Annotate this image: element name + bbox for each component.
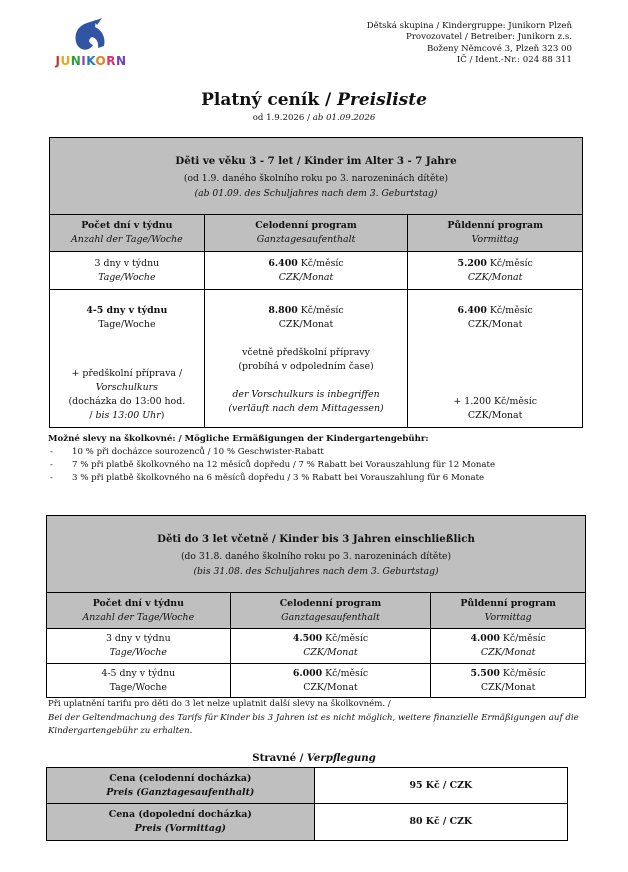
preschool-label: + předškolní příprava / <box>71 368 183 379</box>
unicorn-head-icon <box>46 18 136 56</box>
table-row: 3 dny v týdnu Tage/Woche 4.500 Kč/měsíc CZK/Monat 4.000 Kč/měsíc CZK/Monat <box>47 629 586 664</box>
table-row: Cena (celodenní docházka) Preis (Ganztagesaufenthalt) 95 Kč / CZK <box>47 768 568 804</box>
org-operator: Provozovatel / Betreiber: Junikorn z.s. <box>406 32 572 43</box>
logo-wordmark: JUNIKORN <box>55 54 127 68</box>
column-header-days: Počet dní v týdnu Anzahl der Tage/Woche <box>50 215 205 252</box>
list-item: - 7 % při platbě školkovného na 12 měsíců dopředu / 7 % Rabatt bei Vorauszahlung für 12 Monate <box>50 460 496 470</box>
column-header-full-day: Celodenní program Ganztagesaufenthalt <box>204 215 408 252</box>
table-row: Cena (dopolední docházka) Preis (Vormittag) 80 Kč / CZK <box>47 804 568 841</box>
table-row: 4-5 dny v týdnu Tage/Woche + předškolní příprava / Vorschulkurs (docházka do 13:00 hod. / bis 13:00 Uhr) 8.800 Kč/měsíc CZK/Monat včetně předškolní přípravy (probíhá v odpoledním čase) der Vorschulkurs is inbegriffen (verläuft nach dem Mittagessen) 6.400 Kč/měsíc CZK/Monat + 1.200 Kč/měsíc CZK/Monat <box>50 290 583 428</box>
org-id: IČ / Ident.-Nr.: 024 88 311 <box>456 54 572 65</box>
under-3-note: Při uplatnění tarifu pro děti do 3 let nelze uplatnit další slevy na školkovném. / Bei der Geltendmachung des Tarifs für Kinder bis 3 Jahren ist es nicht möglich, weitere finanzielle Ermäßigungen auf die Kindergartengebühr zu erhalten. <box>48 699 579 736</box>
preschool-surcharge: + 1.200 Kč/měsíc <box>453 396 537 407</box>
price-table-under-3-years <box>46 515 586 698</box>
logo <box>46 18 136 73</box>
column-header-half-day: Půldenní program Vormittag <box>431 593 586 629</box>
meal-price: 80 Kč / CZK <box>314 804 567 841</box>
table-subheading-de: (bis 31.08. des Schuljahres nach dem 3. Geburtstag) <box>193 565 439 577</box>
table-subheading-cs: (od 1.9. daného školního roku po 3. narozeninách dítěte) <box>183 172 449 184</box>
table-heading: Děti do 3 let včetně / Kinder bis 3 Jahren einschließlich <box>157 532 475 545</box>
discounts-heading: Možné slevy na školkovné: / Mögliche Ermäßigungen der Kindergartengebühr: <box>48 434 429 444</box>
discounts-section <box>48 433 495 485</box>
table-subheading-de: (ab 01.09. des Schuljahres nach dem 3. Geburtstag) <box>194 187 438 199</box>
meal-price: 95 Kč / CZK <box>314 768 567 804</box>
table-row: 3 dny v týdnu Tage/Woche 6.400 Kč/měsíc CZK/Monat 5.200 Kč/měsíc CZK/Monat <box>50 252 583 290</box>
organization-info <box>367 21 572 66</box>
table-subheading-cs: (do 31.8. daného školního roku po 3. narozeninách dítěte) <box>180 550 452 562</box>
column-header-row <box>50 215 583 252</box>
meals-table <box>46 767 568 841</box>
page-title: Platný ceník / Preisliste <box>201 90 427 110</box>
org-address: Boženy Němcové 3, Plzeň 323 00 <box>426 43 572 54</box>
discounts-list <box>48 446 495 485</box>
table-heading: Děti ve věku 3 - 7 let / Kinder im Alter 3 - 7 Jahre <box>175 154 457 167</box>
column-header-full-day: Celodenní program Ganztagesaufenthalt <box>230 593 431 629</box>
price-table-3-7-years <box>49 137 583 428</box>
table-heading-row <box>50 138 583 215</box>
column-header-half-day: Půldenní program Vormittag <box>408 215 583 252</box>
table-row: 4-5 dny v týdnu Tage/Woche 6.000 Kč/měsíc CZK/Monat 5.500 Kč/měsíc CZK/Monat <box>47 664 586 698</box>
list-item: - 10 % při docházce sourozenců / 10 % Geschwister-Rabatt <box>50 447 324 457</box>
table-heading-row <box>47 516 586 593</box>
valid-from: od 1.9.2026 / ab 01.09.2026 <box>252 113 376 123</box>
meals-title: Stravné / Verpflegung <box>252 752 376 764</box>
column-header-row <box>47 593 586 629</box>
column-header-days: Počet dní v týdnu Anzahl der Tage/Woche <box>47 593 231 629</box>
org-name: Dětská skupina / Kindergruppe: Junikorn Plzeň <box>366 21 572 31</box>
list-item: - 3 % při platbě školkovného na 6 měsíců dopředu / 3 % Rabatt bei Vorauszahlung für 6 Monate <box>50 473 485 483</box>
